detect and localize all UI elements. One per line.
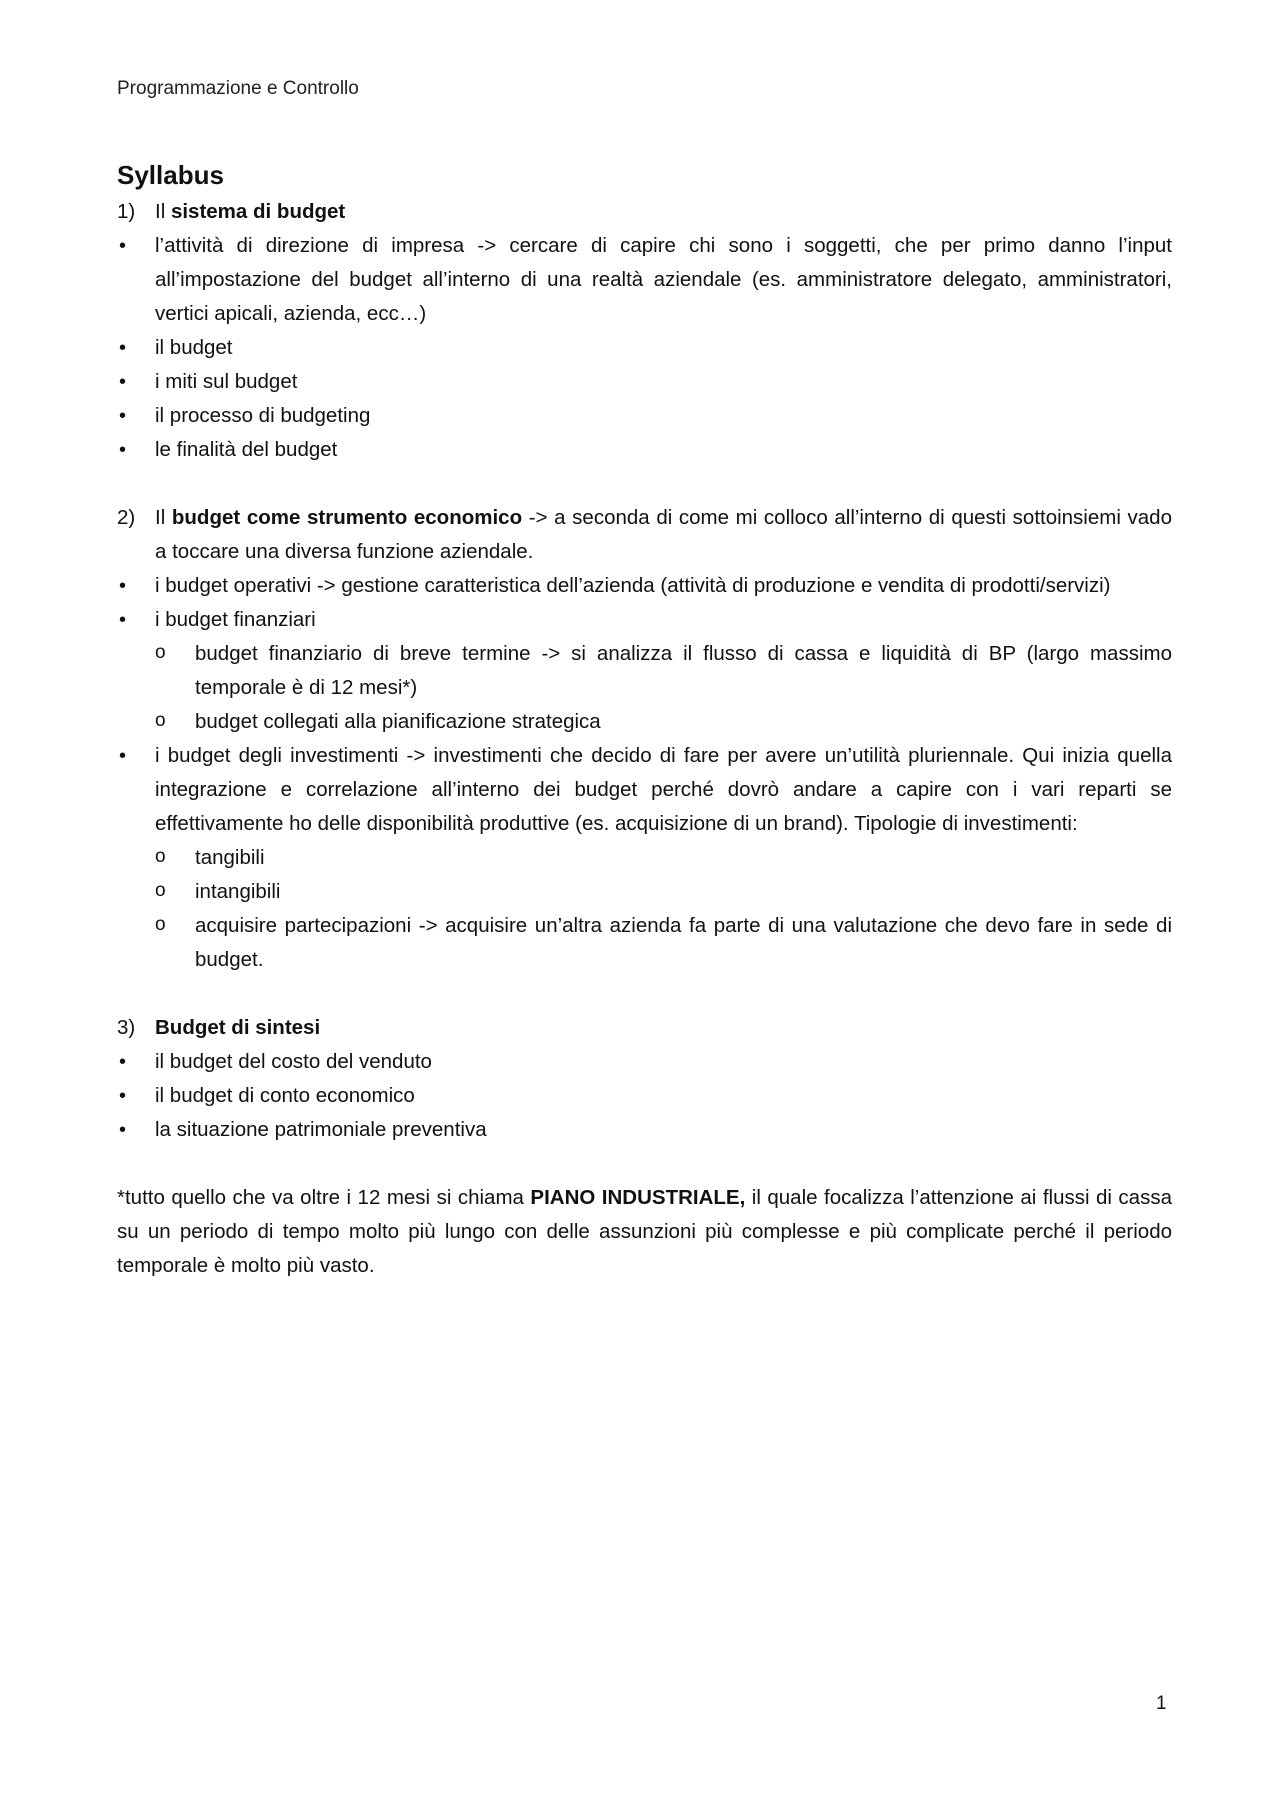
- sub-list: [117, 841, 1172, 977]
- list-item: • il budget del costo del venduto: [117, 1045, 1172, 1079]
- page-number: 1: [1156, 1693, 1167, 1714]
- section-3: [117, 1011, 1172, 1045]
- circle-bullet-icon: o: [155, 880, 166, 901]
- section-number: 1): [117, 200, 136, 223]
- footnote-paragraph: *tutto quello che va oltre i 12 mesi si chiama PIANO INDUSTRIALE, il quale focalizza l’attenzione ai flussi di cassa su un periodo di tempo molto più lungo con delle assunzioni più complesse e più complicate perché il periodo temporale è molto più vasto.: [117, 1186, 1172, 1277]
- bullet-icon: •: [119, 235, 127, 257]
- circle-bullet-icon: o: [155, 914, 166, 935]
- page-title: Syllabus: [117, 160, 224, 190]
- bullet-icon: •: [119, 1085, 127, 1107]
- document-body: [117, 157, 1172, 1283]
- bullet-icon: •: [119, 439, 127, 461]
- list-item: • i budget operativi -> gestione caratteristica dell’azienda (attività di produzione e vendita di prodotti/servizi): [117, 569, 1172, 603]
- sub-list-item: o acquisire partecipazioni -> acquisire un’altra azienda fa parte di una valutazione che devo fare in sede di budget.: [117, 909, 1172, 977]
- list-item: • i miti sul budget: [117, 365, 1172, 399]
- section-1-list: [117, 229, 1172, 467]
- sub-list-item: o budget collegati alla pianificazione strategica: [117, 705, 1172, 739]
- bullet-icon: •: [119, 405, 127, 427]
- circle-bullet-icon: o: [155, 710, 166, 731]
- list-item: • il processo di budgeting: [117, 399, 1172, 433]
- section-2-list: [117, 569, 1172, 977]
- list-item: • le finalità del budget: [117, 433, 1172, 467]
- sub-list-item: o budget finanziario di breve termine -> si analizza il flusso di cassa e liquidità di BP (largo massimo temporale è di 12 mesi*): [117, 637, 1172, 705]
- section-heading: Il budget come strumento economico -> a seconda di come mi colloco all’interno di questi sottoinsiemi vado a toccare una diversa funzione aziendale.: [155, 506, 1172, 563]
- section-3-list: [117, 1045, 1172, 1147]
- section-number: 2): [117, 506, 136, 529]
- bullet-icon: •: [119, 609, 127, 631]
- bullet-icon: •: [119, 745, 127, 767]
- section-heading: Il sistema di budget: [155, 200, 346, 223]
- sub-list-item: o intangibili: [117, 875, 1172, 909]
- bullet-icon: •: [119, 575, 127, 597]
- sub-list-item: o tangibili: [117, 841, 1172, 875]
- circle-bullet-icon: o: [155, 642, 166, 663]
- bullet-icon: •: [119, 337, 127, 359]
- bullet-icon: •: [119, 1119, 127, 1141]
- list-item: • i budget finanziari o budget finanziario di breve termine -> si analizza il flusso di cassa e liquidità di BP (largo massimo temporale è di 12 mesi*) o budget collegati alla pianificazione strategica: [117, 603, 1172, 739]
- page-header: Programmazione e Controllo: [117, 78, 359, 99]
- list-item: • i budget degli investimenti -> investimenti che decido di fare per avere un’utilità pluriennale. Qui inizia quella integrazione e correlazione all’interno dei budget perché dovrò andare a capire con i vari reparti se effettivamente ho delle disponibilità produttive (es. acquisizione di un brand). Tipologie di investimenti: o tangibili o intangibili o acquisire partecipazioni -> acquisire un’altra azienda fa parte di una valutazione che devo fare in sede di budget.: [117, 739, 1172, 977]
- sub-list: [117, 637, 1172, 739]
- list-item: • il budget: [117, 331, 1172, 365]
- section-number: 3): [117, 1016, 136, 1039]
- bullet-icon: •: [119, 1051, 127, 1073]
- section-1: [117, 195, 1172, 229]
- section-2: [117, 501, 1172, 569]
- list-item: • il budget di conto economico: [117, 1079, 1172, 1113]
- circle-bullet-icon: o: [155, 846, 166, 867]
- bullet-icon: •: [119, 371, 127, 393]
- list-item: • la situazione patrimoniale preventiva: [117, 1113, 1172, 1147]
- list-item: • l’attività di direzione di impresa -> cercare di capire chi sono i soggetti, che per primo danno l’input all’impostazione del budget all’interno di una realtà aziendale (es. amministratore delegato, amministratori, vertici apicali, azienda, ecc…): [117, 229, 1172, 331]
- section-heading: Budget di sintesi: [155, 1016, 321, 1039]
